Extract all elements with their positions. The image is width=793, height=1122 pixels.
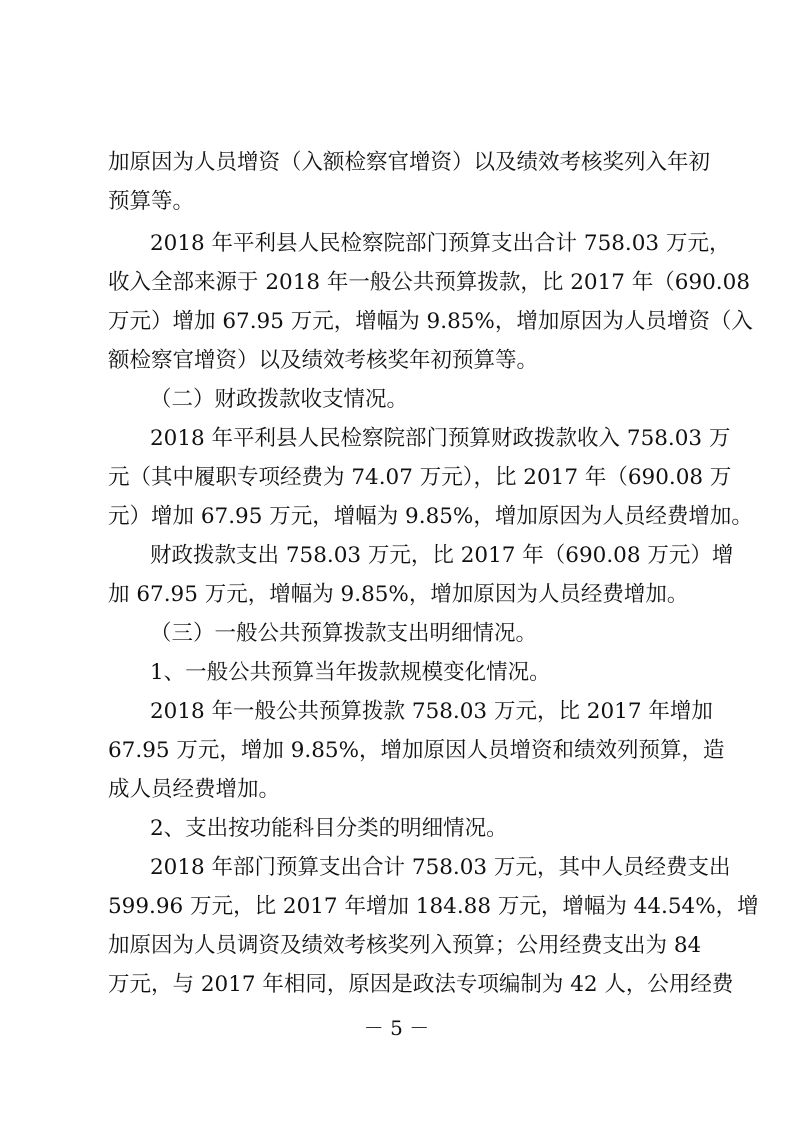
paragraph-line-17: 成人员经费增加。	[108, 777, 281, 802]
paragraph-line-19: 2018 年部门预算支出合计 758.03 万元，其中人员经费支出	[150, 855, 731, 880]
paragraph-line-4: 收入全部来源于 2018 年一般公共预算拨款，比 2017 年（690.08	[108, 270, 750, 295]
paragraph-line-15: 2018 年一般公共预算拨款 758.03 万元，比 2017 年增加	[150, 699, 713, 724]
paragraph-line-20: 599.96 万元，比 2017 年增加 184.88 万元，增幅为 44.54%，增	[108, 894, 759, 919]
paragraph-line-22: 万元，与 2017 年相同，原因是政法专项编制为 42 人，公用经费	[108, 972, 734, 997]
paragraph-line-5: 万元）增加 67.95 万元，增幅为 9.85%，增加原因为人员增资（入	[108, 309, 753, 334]
paragraph-line-2: 预算等。	[108, 189, 195, 214]
paragraph-line-10: 元）增加 67.95 万元，增幅为 9.85%，增加原因为人员经费增加。	[108, 504, 753, 529]
paragraph-line-8: 2018 年平利县人民检察院部门预算财政拨款收入 758.03 万	[150, 426, 731, 451]
paragraph-line-12: 加 67.95 万元，增幅为 9.85%，增加原因为人员经费增加。	[108, 582, 689, 607]
paragraph-line-6: 额检察官增资）以及绩效考核奖年初预算等。	[108, 348, 539, 373]
paragraph-line-16: 67.95 万元，增加 9.85%，增加原因人员增资和绩效列预算，造	[108, 738, 725, 763]
section-heading-2: （二）财政拨款收支情况。	[150, 387, 409, 412]
subsection-heading-1: 1、一般公共预算当年拨款规模变化情况。	[150, 660, 551, 685]
paragraph-line-11: 财政拨款支出 758.03 万元，比 2017 年（690.08 万元）增	[150, 543, 734, 568]
page-number: － 5 －	[363, 1016, 430, 1040]
subsection-heading-2: 2、支出按功能科目分类的明细情况。	[150, 816, 508, 841]
paragraph-line-3: 2018 年平利县人民检察院部门预算支出合计 758.03 万元，	[150, 231, 731, 256]
paragraph-line-9: 元（其中履职专项经费为 74.07 万元），比 2017 年（690.08 万	[108, 465, 732, 490]
paragraph-line-21: 加原因为人员调资及绩效考核奖列入预算；公用经费支出为 84	[108, 933, 702, 958]
section-heading-3: （三）一般公共预算拨款支出明细情况。	[150, 621, 538, 646]
paragraph-line-1: 加原因为人员增资（入额检察官增资）以及绩效考核奖列入年初	[108, 150, 711, 175]
